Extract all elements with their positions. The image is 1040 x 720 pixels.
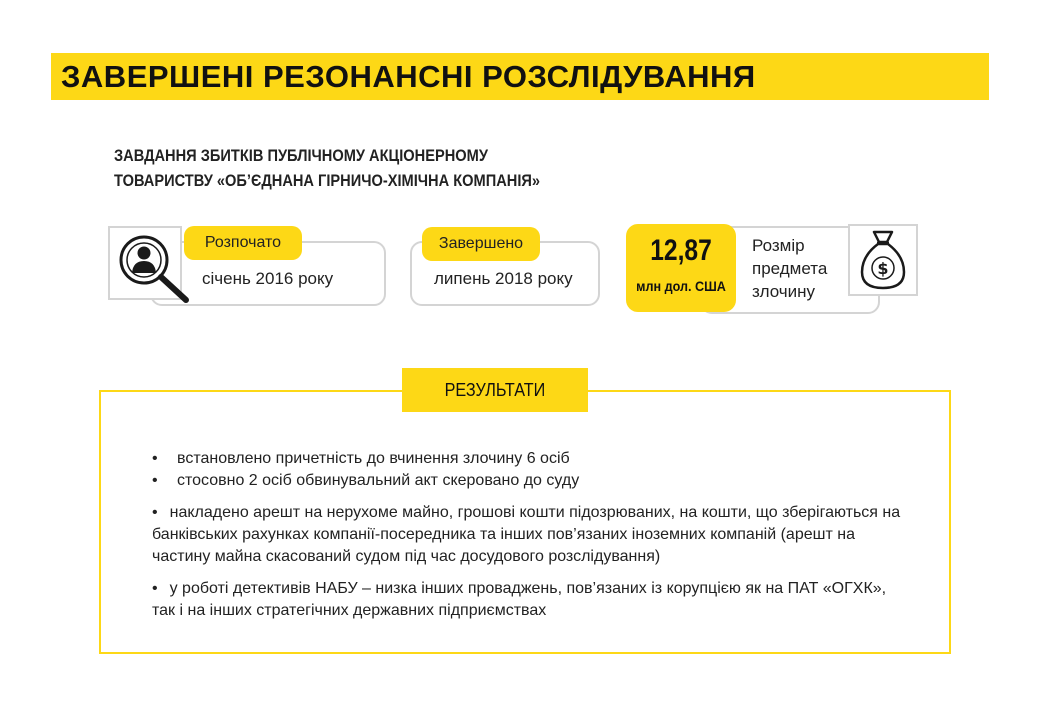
page-title: ЗАВЕРШЕНІ РЕЗОНАНСНІ РОЗСЛІДУВАННЯ: [61, 59, 756, 94]
case-title: [114, 143, 561, 193]
money-bag-icon: [850, 226, 916, 294]
finished-label: Завершено: [438, 235, 524, 252]
case-title-line-1: ЗАВДАННЯ ЗБИТКІВ ПУБЛІЧНОМУ АКЦІОНЕРНОМУ: [114, 146, 488, 165]
amount-unit: млн дол. США: [636, 278, 726, 294]
amount-label-line-3: злочину: [752, 282, 816, 301]
amount-label-line-2: предмета: [752, 259, 828, 278]
amount-badge: [626, 224, 736, 312]
finished-date: липень 2018 року: [434, 269, 573, 288]
amount-value: 12,87: [650, 234, 712, 267]
list-item-text: встановлено причетність до вчинення злочину 6 осіб: [177, 450, 570, 467]
svg-text:$: $: [877, 259, 889, 278]
bullet-icon: •: [152, 450, 158, 467]
amount-icon-box: [848, 224, 918, 296]
results-title: РЕЗУЛЬТАТИ: [444, 380, 546, 400]
results-list: [152, 448, 912, 622]
list-item-text: накладено арешт на нерухоме майно, грошові кошти підозрюваних, на кошти, що зберігаються на банківських рахунках компанії-посередника та інших пов’язаних іноземних компаній (арешт на частину майна скасований судом під час досудового розслідування): [152, 504, 901, 565]
bullet-icon: •: [152, 504, 158, 521]
finished-label-badge: [422, 227, 540, 261]
amount-label: [752, 234, 842, 303]
started-date: січень 2016 року: [202, 269, 334, 288]
started-label: Розпочато: [204, 234, 282, 251]
list-item: [152, 448, 912, 470]
bullet-icon: •: [152, 472, 158, 489]
amount-label-line-1: Розмір: [752, 236, 805, 255]
page-title-bar: [51, 53, 989, 100]
started-icon-box: [108, 226, 182, 300]
list-item: [152, 470, 912, 492]
list-item-text: у роботі детективів НАБУ – низка інших проваджень, пов’язаних із корупцією як на ПАТ «ОГХК», так і на інших стратегічних державних підприємствах: [152, 580, 887, 619]
results-tab: [402, 368, 588, 412]
list-item-text: стосовно 2 осіб обвинувальний акт скеровано до суду: [177, 472, 580, 489]
bullet-icon: •: [152, 580, 158, 597]
list-item: [152, 578, 912, 622]
case-title-line-2: ТОВАРИСТВУ «ОБ’ЄДНАНА ГІРНИЧО-ХІМІЧНА КОМПАНІЯ»: [114, 171, 541, 190]
started-label-badge: [184, 226, 302, 260]
list-item: [152, 502, 912, 568]
